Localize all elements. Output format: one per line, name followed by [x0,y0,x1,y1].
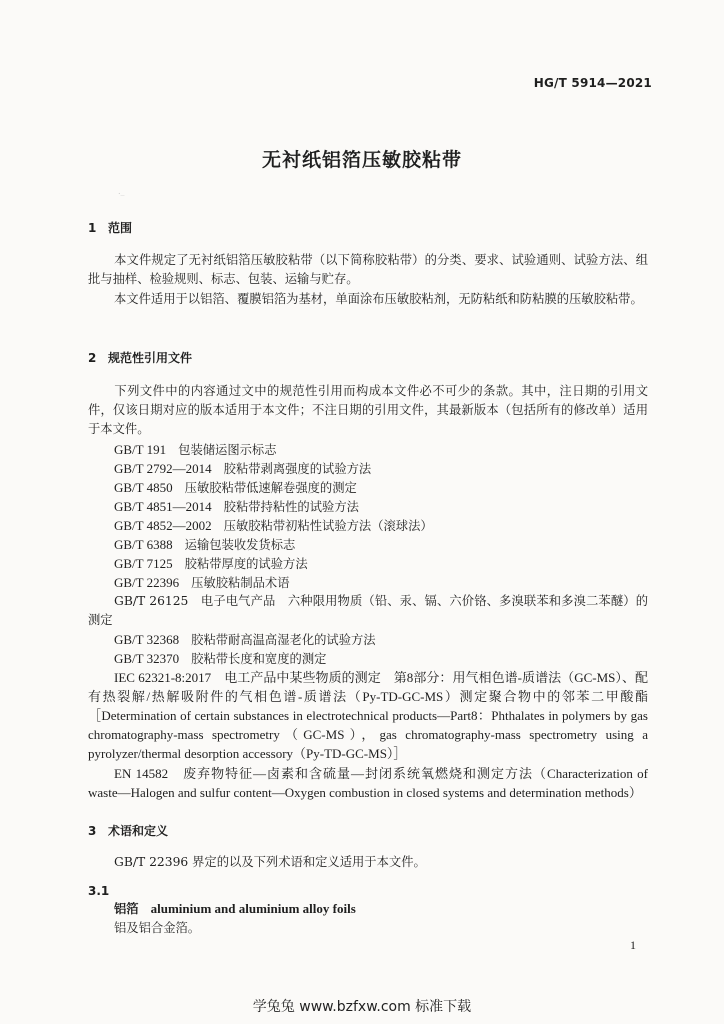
reference-item [114,630,376,650]
paragraph-text: 下列文件中的内容通过文中的规范性引用而构成本文件必不可少的条款。其中，注日期的引用文件，仅该日期对应的版本适用于本文件；不注日期的引用文件，其最新版本（包括所有的修改单）适用于本文件。 [88,384,648,437]
reference-code: GB/T 191 [114,442,167,457]
reference-code: GB/T 32370 [114,651,180,666]
reference-title: 胶粘带剥离强度的试验方法 [223,462,372,476]
reference-item [114,554,308,574]
reference-code: GB/T 2792—2014 [114,461,212,476]
section-2-heading [88,349,192,366]
section-title: 规范性引用文件 [108,351,193,365]
section-3-intro [88,853,648,872]
reference-code: GB/T 32368 [114,632,180,647]
reference-text: EN 14582 废弃物特征—卤素和含硫量—封闭系统氧燃烧和测定方法（Characterization of waste—Halogen and sulfur content—Oxygen combustion in closed systems and determination methods） [88,766,648,800]
section-title: 范围 [108,221,133,235]
reference-text: IEC 62321-8:2017 电工产品中某些物质的测定 第8部分：用气相色谱-质谱法（GC-MS）、配有热裂解/热解吸附件的气相色谱-质谱法（Py-TD-GC-MS）测定聚合物中的邻苯二甲酸酯［Determination of certain substances in electrotechnical products—Part8：Phthalates in polymers by gas chromatography-mass spectrometry（GC-MS），gas chromatography-mass spectrometry using a pyrolyzer/thermal desorption accessory（Py-TD-GC-MS）］ [88,670,648,761]
reference-code: GB/T 7125 [114,556,173,571]
reference-title: 胶粘带长度和宽度的测定 [191,652,327,666]
term-chinese: 铝箔 [114,901,139,916]
section-2-intro [88,382,648,440]
reference-item [114,459,371,479]
reference-title: 运输包装收发货标志 [184,538,296,552]
section-title: 术语和定义 [108,824,169,838]
reference-item [114,440,277,460]
term-heading [114,899,356,917]
paragraph-text: 本文件适用于以铝箔、覆膜铝箔为基材，单面涂布压敏胶粘剂，无防粘纸和防粘膜的压敏胶粘带。 [114,292,643,306]
standard-code: HG/T 5914—2021 [533,76,652,90]
reference-item [114,573,290,593]
reference-code: GB/T 22396 [114,575,180,590]
section-number: 2 [88,351,97,365]
paragraph-text: 本文件规定了无衬纸铝箔压敏胶粘带（以下简称胶粘带）的分类、要求、试验通则、试验方法、组批与抽样、检验规则、标志、包装、运输与贮存。 [88,253,648,287]
reference-title: 压敏胶粘带初粘性试验方法（滚球法） [223,519,433,533]
paragraph-text: GB/T 22396 界定的以及下列术语和定义适用于本文件。 [114,855,426,869]
reference-text: GB/T 26125 电子电气产品 六种限用物质（铅、汞、镉、六价铬、多溴联苯和多溴二苯醚）的测定 [88,594,648,628]
reference-code: GB/T 4852—2002 [114,518,212,533]
section-1-paragraph-1 [88,251,648,289]
reference-item [114,516,433,536]
reference-item-long [88,592,648,630]
reference-title: 胶粘带持粘性的试验方法 [223,500,359,514]
reference-item [114,535,295,555]
reference-title: 胶粘带厚度的试验方法 [184,557,308,571]
section-3-heading [88,822,168,839]
section-1-paragraph-2 [88,290,648,309]
reference-item [114,497,359,517]
page-number: 1 [630,938,636,952]
reference-title: 包装储运图示标志 [178,443,277,457]
section-number: 1 [88,221,97,235]
term-definition: 铝及铝合金箔。 [114,921,201,935]
reference-iec [88,668,648,763]
reference-item [114,649,326,669]
document-title: 无衬纸铝箔压敏胶粘带 [261,149,462,171]
reference-en [88,764,648,802]
reference-title: 压敏胶粘制品术语 [191,576,290,590]
term-english: aluminium and aluminium alloy foils [150,901,356,916]
reference-code: GB/T 6388 [114,537,173,552]
term-number: 3.1 [88,884,110,898]
watermark: 学兔兔 www.bzfxw.com 标准下载 [252,999,472,1015]
reference-code: GB/T 4851—2014 [114,499,212,514]
scan-artifact: ._ [118,187,125,196]
reference-title: 胶粘带耐高温高湿老化的试验方法 [191,633,376,647]
reference-title: 压敏胶粘带低速解卷强度的测定 [184,481,357,495]
reference-code: GB/T 4850 [114,480,173,495]
reference-item [114,478,357,498]
section-1-heading [88,219,132,236]
section-number: 3 [88,824,97,838]
